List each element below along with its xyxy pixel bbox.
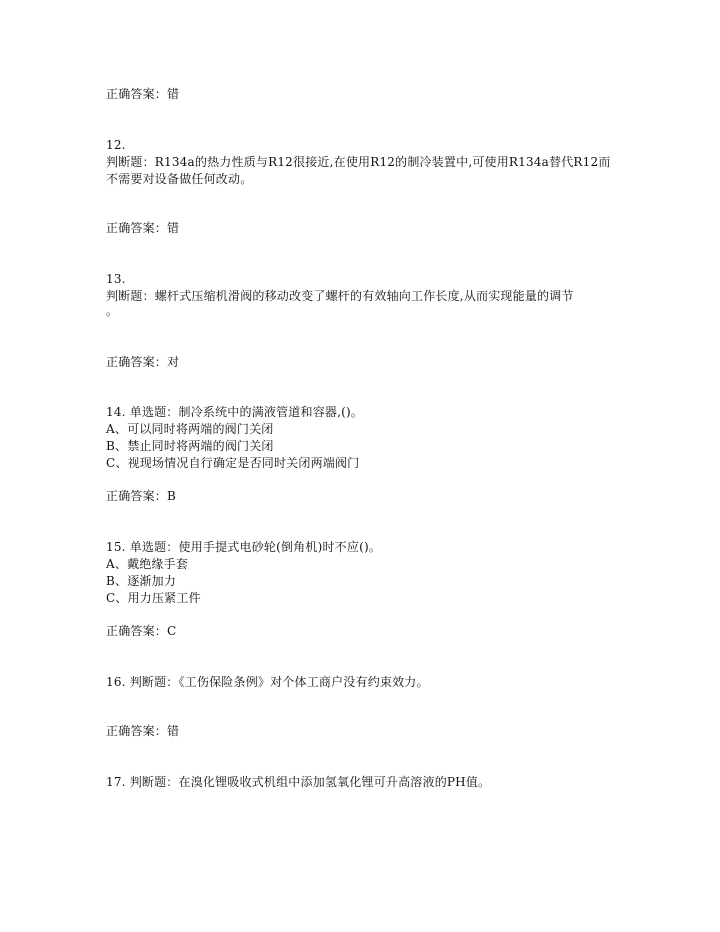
question-17-text: 17. 判断题：在溴化锂吸收式机组中添加氢氧化锂可升高溶液的PH值。 [106,775,491,789]
question-13-text-line-1: 判断题：螺杆式压缩机滑阀的移动改变了螺杆的有效轴向工作长度,从而实现能量的调节 [106,289,574,303]
question-14-text: 14. 单选题：制冷系统中的满液管道和容器,()。 [106,405,364,419]
answer-13: 正确答案：对 [106,355,180,369]
question-14-option-b: B、禁止同时将两端的阀门关闭 [106,439,274,453]
question-15-option-c: C、用力压紧工件 [106,591,201,605]
question-15-text: 15. 单选题：使用手提式电砂轮(倒角机)时不应()。 [106,540,382,554]
question-12-text-line-1: 判断题：R134a的热力性质与R12很接近,在使用R12的制冷装置中,可使用R134a替代R12而 [106,155,611,169]
question-13-text-line-2: 。 [106,304,119,318]
question-13-number: 13. [106,272,126,286]
question-16-text: 16. 判断题：《工伤保险条例》对个体工商户没有约束效力。 [106,675,429,689]
question-12-number: 12. [106,138,126,152]
answer-14: 正确答案：B [106,489,177,503]
answer-16: 正确答案：错 [106,724,180,738]
answer-11: 正确答案：错 [106,87,180,101]
answer-12: 正确答案：错 [106,221,180,235]
question-15-option-a: A、戴绝缘手套 [106,557,189,571]
answer-15: 正确答案：C [106,624,177,638]
question-12-text-line-2: 不需要对设备做任何改动。 [106,172,253,186]
question-14-option-a: A、可以同时将两端的阀门关闭 [106,422,274,436]
question-14-option-c: C、视现场情况自行确定是否同时关闭两端阀门 [106,456,360,470]
question-15-option-b: B、逐渐加力 [106,574,177,588]
